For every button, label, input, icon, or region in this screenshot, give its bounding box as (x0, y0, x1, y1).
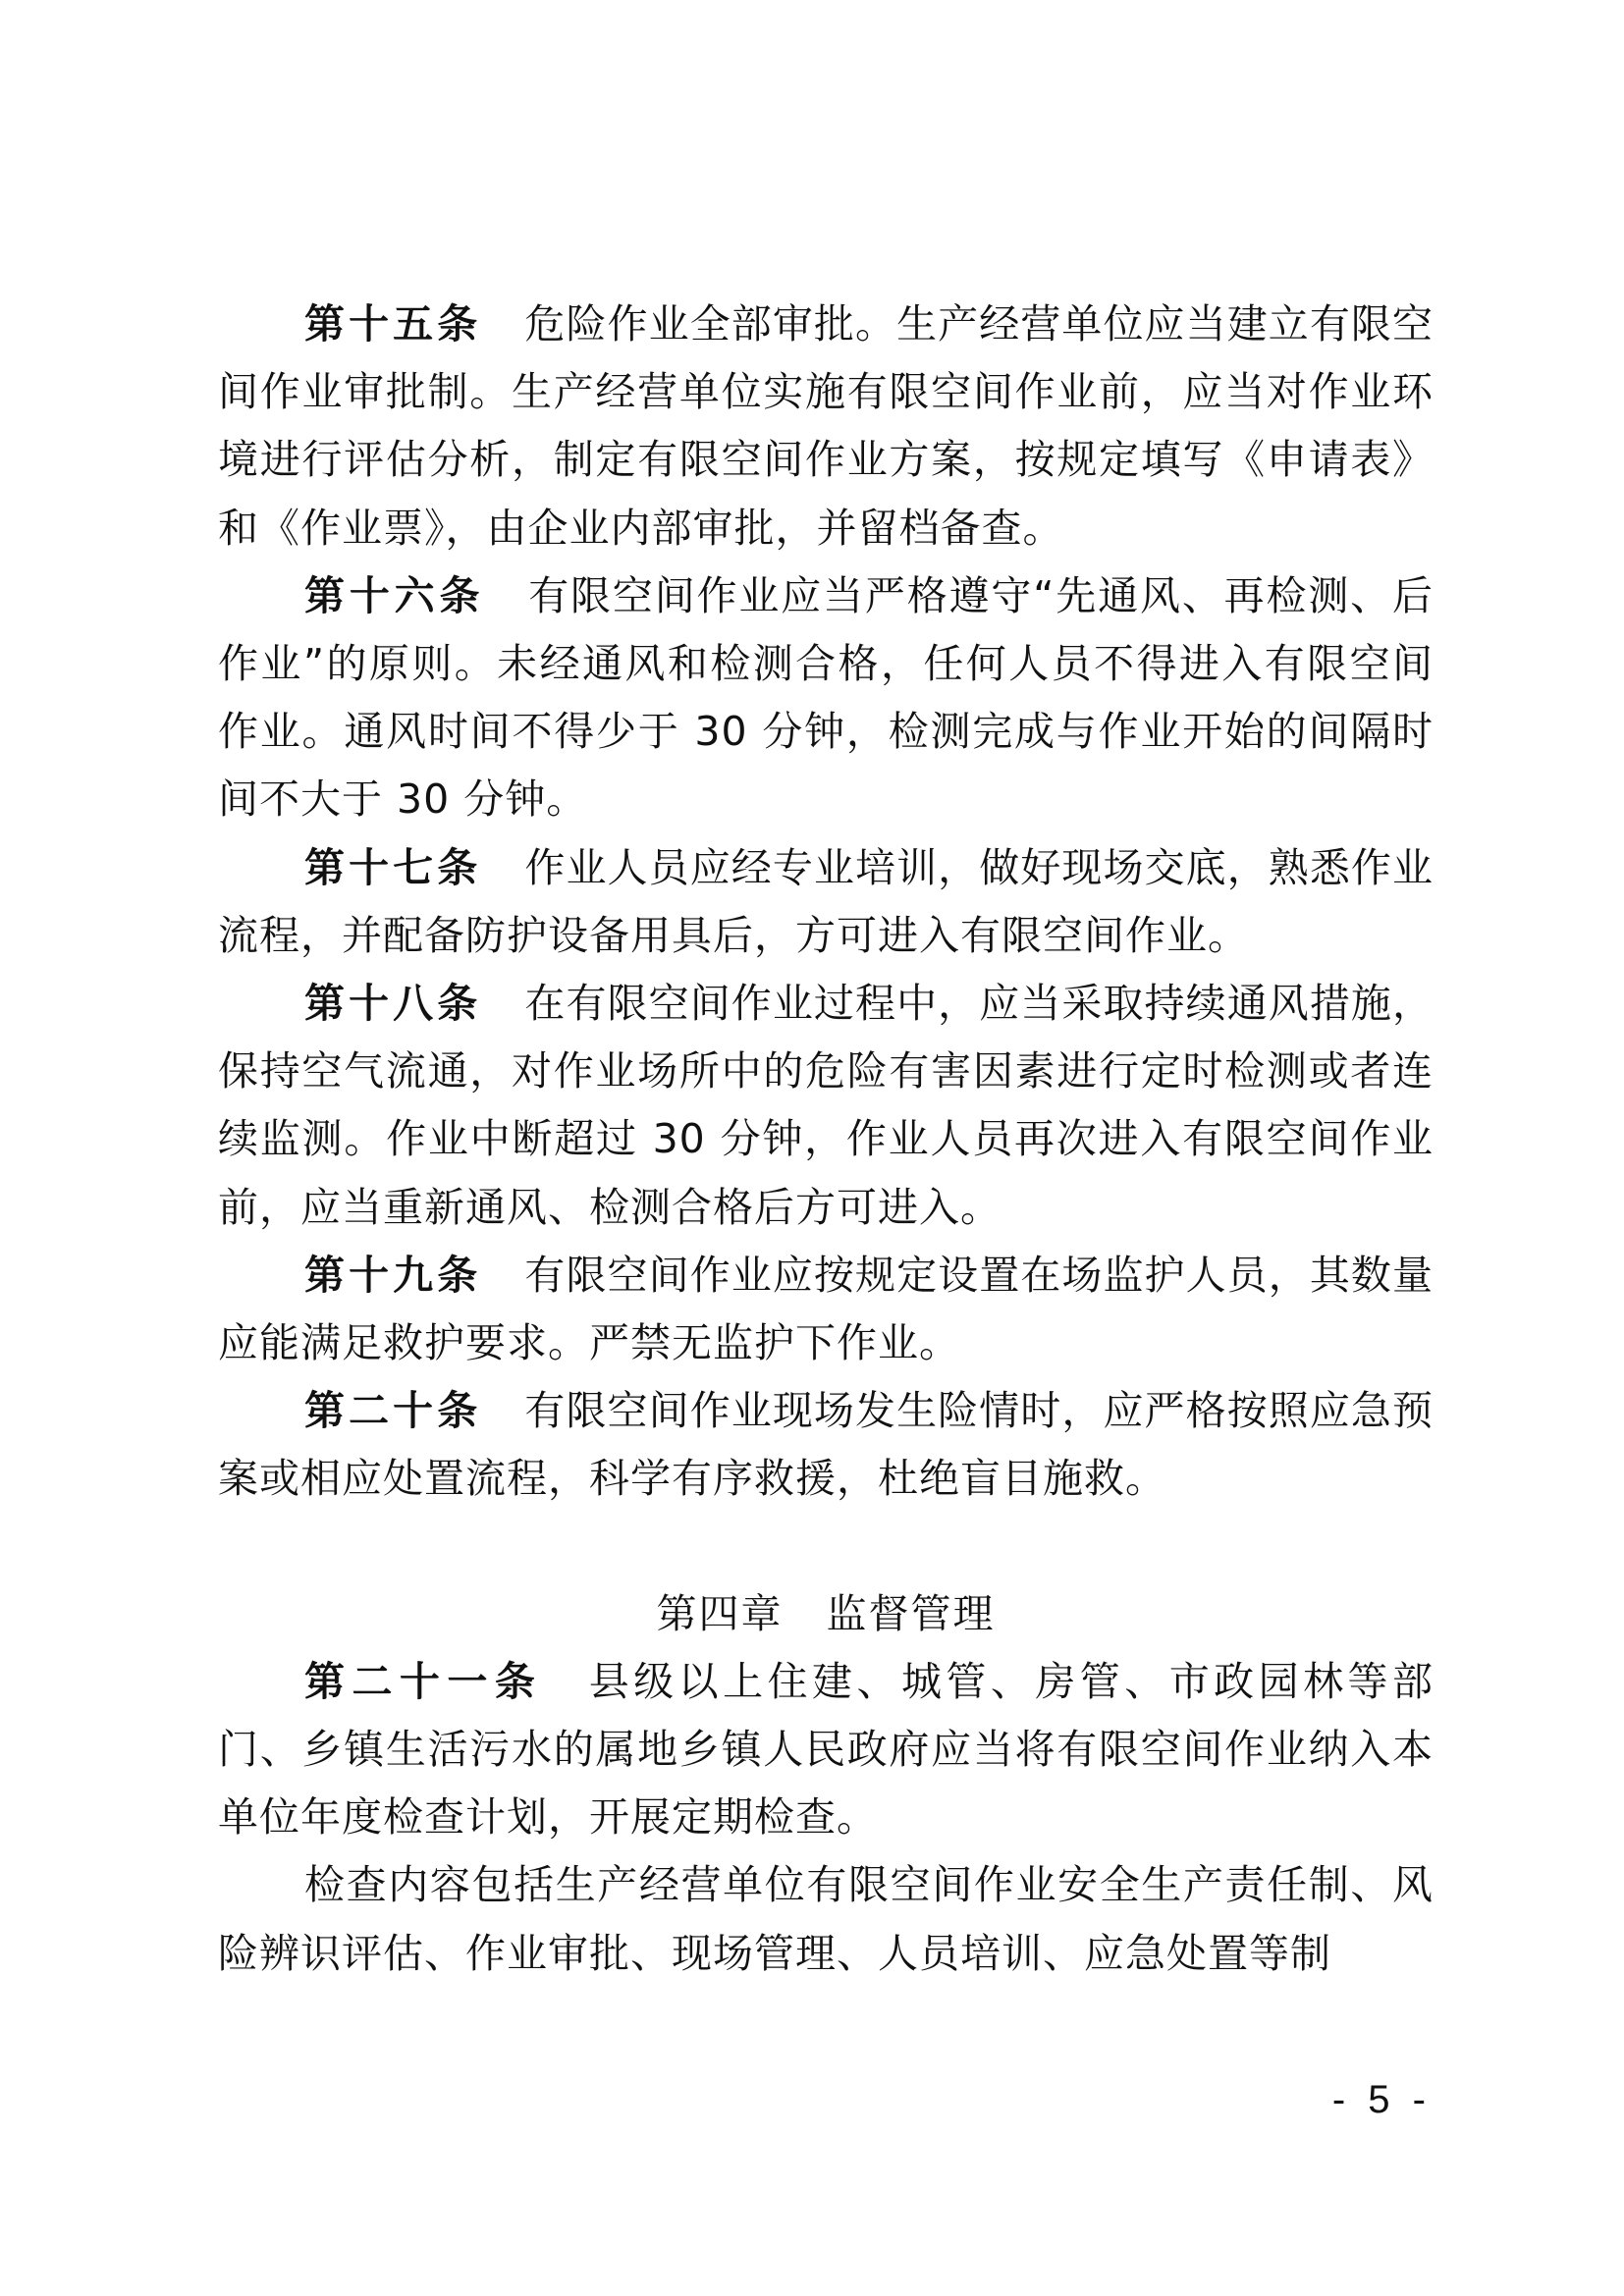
article-15 (218, 291, 1434, 562)
page-number: - 5 - (1331, 2078, 1432, 2121)
article-21 (218, 1648, 1434, 1852)
article-label: 第二十条 (304, 1387, 482, 1435)
article-label: 第十七条 (304, 843, 482, 891)
article-20 (218, 1377, 1434, 1513)
article-text: 作业人员应经专业培训，做好现场交底，熟悉作业流程，并配备防护设备用具后，方可进入有限空间作业。 (218, 843, 1435, 959)
article-label: 第十六条 (304, 571, 485, 619)
article-19 (218, 1242, 1434, 1377)
article-label: 第十九条 (304, 1251, 482, 1299)
article-text: 有限空间作业现场发生险情时，应严格按照应急预案或相应处置流程，科学有序救援，杜绝盲目施救。 (218, 1387, 1435, 1503)
article-text: 危险作业全部审批。生产经营单位应当建立有限空间作业审批制。生产经营单位实施有限空间作业前，应当对作业环境进行评估分析，制定有限空间作业方案，按规定填写《申请表》和《作业票》，由企业内部审批，并留档备查。 (218, 300, 1435, 552)
document-body (218, 291, 1434, 1988)
chapter-number: 第四章 (656, 1589, 784, 1637)
chapter-heading (218, 1580, 1434, 1648)
article-label: 第十五条 (304, 300, 482, 347)
article-text: 有限空间作业应按规定设置在场监护人员，其数量应能满足救护要求。严禁无监护下作业。 (218, 1251, 1435, 1367)
chapter-title: 监督管理 (826, 1589, 996, 1637)
article-label: 第十八条 (304, 980, 482, 1028)
inspection-paragraph: 检查内容包括生产经营单位有限空间作业安全生产责任制、风险辨识评估、作业审批、现场管理、人员培训、应急处置等制 (218, 1861, 1434, 1977)
article-text: 在有限空间作业过程中，应当采取持续通风措施，保持空气流通，对作业场所中的危险有害因素进行定时检测或者连续监测。作业中断超过 30 分钟，作业人员再次进入有限空间作业前，应当重新通风、检测合格后方可进入。 (218, 980, 1435, 1231)
article-text: 县级以上住建、城管、房管、市政园林等部门、乡镇生活污水的属地乡镇人民政府应当将有限空间作业纳入本单位年度检查计划，开展定期检查。 (218, 1657, 1435, 1842)
article-label: 第二十一条 (304, 1657, 543, 1705)
article-text: 有限空间作业应当严格遵守“先通风、再检测、后作业”的原则。未经通风和检测合格，任何人员不得进入有限空间作业。通风时间不得少于 30 分钟，检测完成与作业开始的间隔时间不大于 30 分钟。 (218, 571, 1435, 824)
article-18 (218, 970, 1434, 1242)
article-17 (218, 834, 1434, 970)
article-16 (218, 562, 1434, 834)
